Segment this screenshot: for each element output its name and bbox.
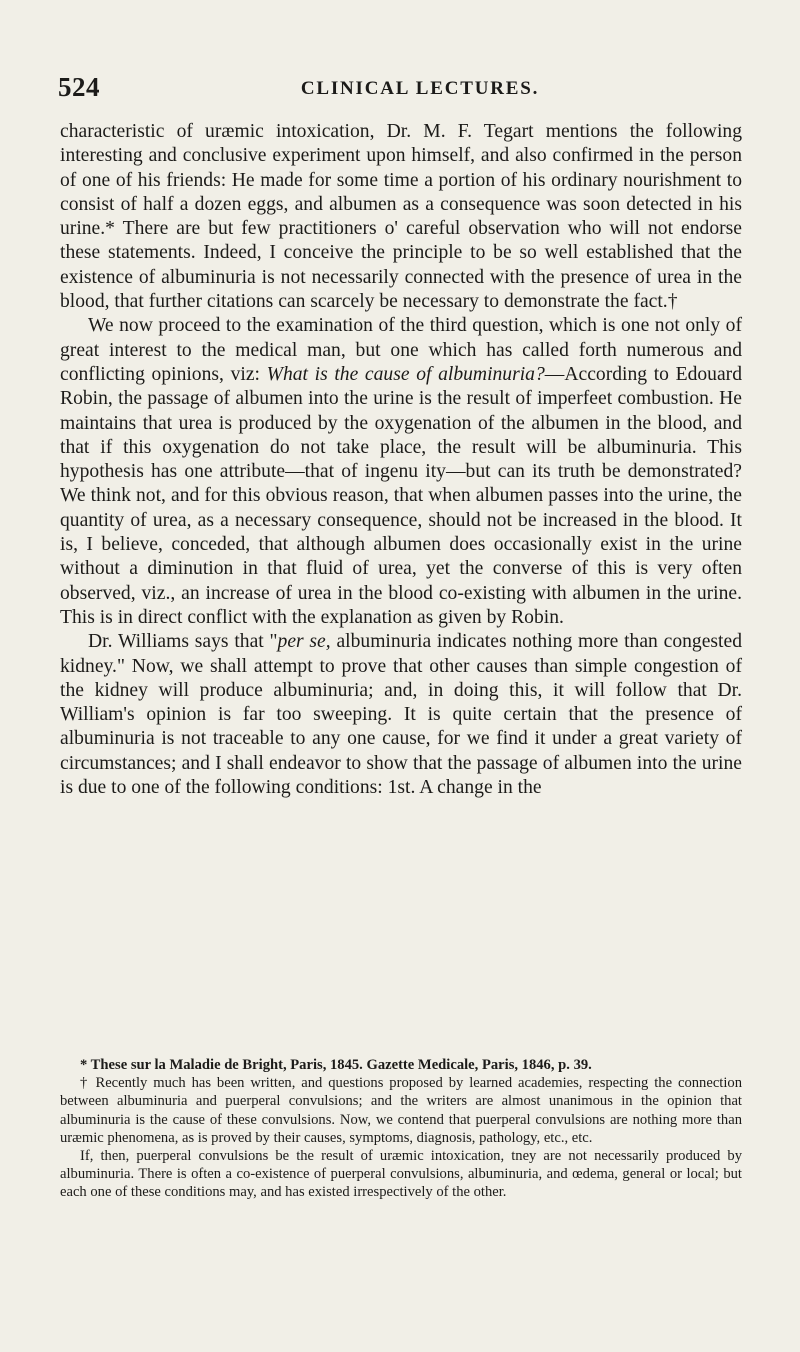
paragraph-1: characteristic of uræmic intoxication, Dr. M. F. Tegart mentions the following interesting and conclusive experiment upon himself, and also confirmed in the person of one of his friends: He made for some time a portion of his ordinary nourishment to consist of half a dozen eggs, and albumen as a consequence was soon detected in his urine.* There are but few practitioners o' careful observation who will not endorse these statements. Indeed, I conceive the principle to be so well established that the existence of albuminuria is not necessarily connected with the presence of urea in the blood, that further citations can scarcely be necessary to demonstrate the fact.† bbox=[60, 121, 742, 313]
paragraph-3-latin: per se, bbox=[277, 631, 331, 653]
running-title: CLINICAL LECTURES. bbox=[300, 78, 540, 99]
paragraph-2-intro: We now proceed to the examination of the third question, which is one not only of great interest to the medical man, but one which has called forth numerous and conflicting opinions, viz: bbox=[60, 315, 742, 385]
footnote-3: If, then, puerperal convulsions be the result of uræmic intoxication, tney are not necessarily produced by albuminuria. There is often a co-existence of puerperal convulsions, albuminuria, and œdema, general or local; but each one of these conditions may, and has existed irrespectively of the other. bbox=[60, 1148, 742, 1201]
running-head bbox=[58, 72, 742, 102]
footnote-1: * These sur la Maladie de Bright, Paris, 1845. Gazette Medicale, Paris, 1846, p. 39. bbox=[80, 1057, 592, 1073]
paragraph-2-rest: —According to Edouard Robin, the passage of albumen into the urine is the result of imperfeet combustion. He maintains that urea is produced by the oxygenation of the albumen in the blood, and that if this oxygenation do not take place, the result will be albuminuria. This hypothesis has one attribute—that of ingenu ity—but can its truth be demonstrated? We think not, and for this obvious reason, that when albumen passes into the urine, the quantity of urea, as a necessary consequence, should not be increased in the blood. It is, I believe, conceded, that although albumen does occasionally exist in the urine without a diminution in that fluid of urea, yet the converse of this is very often observed, viz., an increase of urea in the blood co-existing with albumen in the urine. This is in direct conflict with the explanation as given by Robin. bbox=[60, 363, 742, 628]
body-text bbox=[60, 120, 742, 800]
paragraph-2-question: What is the cause of albuminuria? bbox=[266, 363, 545, 385]
paragraph-3 bbox=[60, 630, 742, 800]
footnote-2: † Recently much has been written, and questions proposed by learned academies, respecting the connection between albuminuria and puerperal convulsions; and the writers are almost unanimous in the opinion that albuminuria is the cause of these convulsions. Now, we contend that puerperal convulsions are nothing more than uræmic phenomena, as is proved by their causes, symptoms, diagnosis, pathology, etc., etc. bbox=[60, 1075, 742, 1146]
page-number: 524 bbox=[58, 72, 100, 102]
paragraph-3-start: Dr. Williams says that " bbox=[88, 631, 278, 653]
paragraph-3-rest: albuminuria indicates nothing more than congested kidney." Now, we shall attempt to prove that other causes than simple congestion of the kidney will produce albuminuria; and, in doing this, it will follow that Dr. William's opinion is far too sweeping. It is quite certain that the presence of albuminuria is not traceable to any one cause, for we find it under a great variety of circumstances; and I shall endeavor to show that the passage of albumen into the urine is due to one of the following conditions: 1st. A change in the bbox=[60, 631, 742, 799]
paragraph-2 bbox=[60, 314, 742, 630]
footnotes bbox=[60, 1056, 742, 1202]
